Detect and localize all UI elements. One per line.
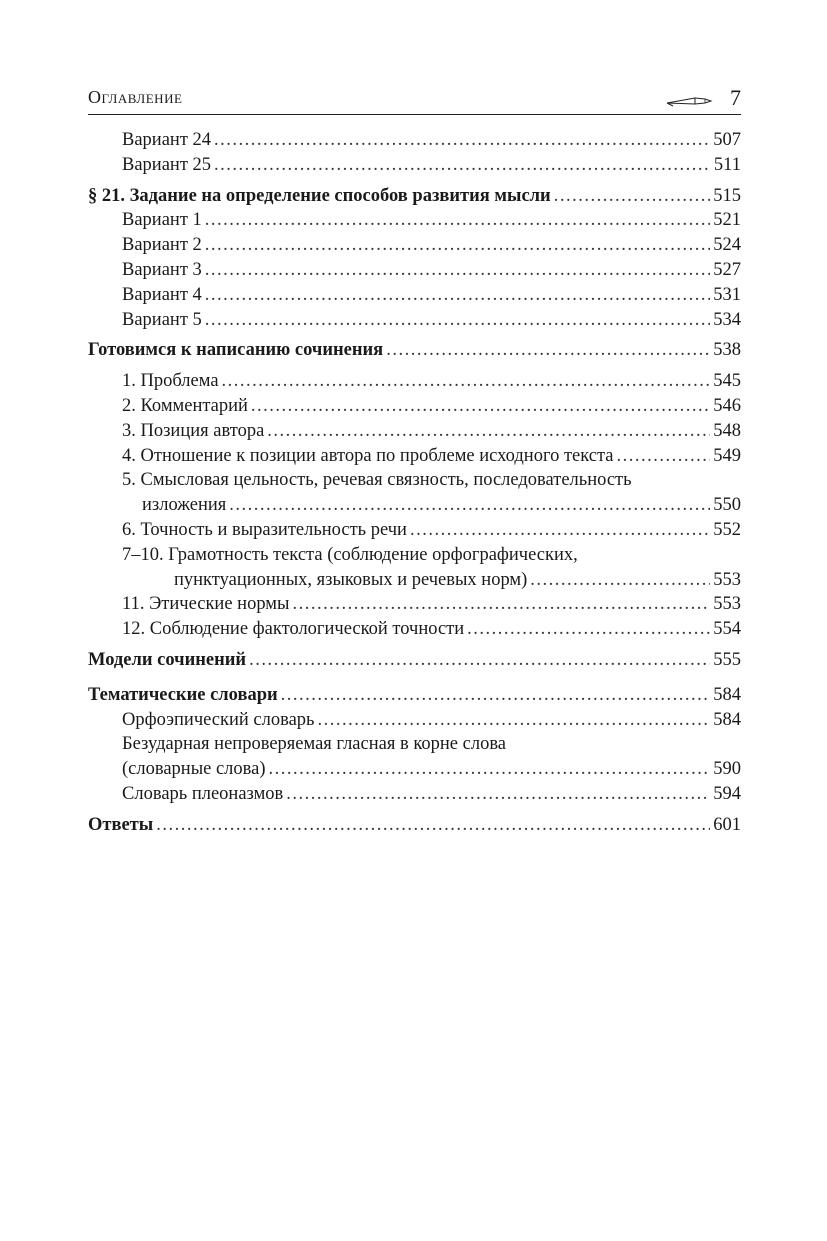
toc-entry[interactable] — [88, 369, 741, 394]
toc-entry-page: 550 — [713, 495, 741, 516]
toc-entry-page: 549 — [713, 445, 741, 466]
toc-entry-label: 6. Точность и выразительность речи — [122, 519, 407, 540]
toc-entry-line: Безударная непроверяемая гласная в корне слова — [122, 734, 507, 755]
dot-leader — [214, 153, 711, 178]
toc-section-label: § 21. Задание на определение способов развития мысли — [88, 185, 551, 206]
toc-entry-page: 552 — [713, 519, 741, 540]
toc-entry-label: 12. Соблюдение фактологической точности — [122, 619, 465, 640]
dot-leader — [292, 592, 710, 617]
toc-entry[interactable] — [88, 592, 741, 617]
toc-entry-label: Словарь плеоназмов — [122, 783, 284, 804]
toc-entry-label: 4. Отношение к позиции автора по проблеме исходного текста — [122, 445, 614, 466]
toc-entry[interactable] — [88, 283, 741, 308]
toc-section-page: 538 — [713, 340, 741, 361]
toc-entry-page: 531 — [713, 284, 741, 305]
toc-entry[interactable] — [88, 258, 741, 283]
toc-entry[interactable] — [88, 153, 741, 178]
toc-entry-label: (словарные слова) — [122, 759, 266, 780]
toc-entry-page: 553 — [713, 594, 741, 615]
toc-section-page: 555 — [713, 649, 741, 670]
dot-leader — [267, 419, 710, 444]
dot-leader — [229, 493, 710, 518]
toc-entry-label: 2. Комментарий — [122, 395, 248, 416]
pen-icon — [665, 94, 713, 108]
toc-section[interactable] — [88, 648, 741, 673]
toc-entry-page: 546 — [713, 395, 741, 416]
toc-entry[interactable] — [88, 757, 741, 782]
toc-entry[interactable] — [88, 518, 741, 543]
toc-entry-label: Вариант 24 — [122, 130, 212, 150]
running-header — [88, 84, 741, 115]
toc-section-label: Тематические словари — [88, 684, 278, 705]
toc-section-page: 584 — [713, 684, 741, 705]
dot-leader — [281, 683, 711, 708]
toc-entry-label: Вариант 3 — [122, 259, 202, 280]
toc-section-page: 601 — [713, 814, 741, 835]
toc-entry-page: 548 — [713, 420, 741, 441]
toc-entry[interactable] — [88, 617, 741, 642]
toc-entry[interactable] — [88, 708, 741, 733]
dot-leader — [386, 338, 710, 363]
toc-entry-line: 5. Смысловая цельность, речевая связность, последовательность — [122, 470, 632, 491]
toc-entry-label: Вариант 1 — [122, 210, 202, 231]
toc-section[interactable] — [88, 184, 741, 209]
toc-entry[interactable] — [88, 308, 741, 333]
toc-entry[interactable] — [88, 568, 741, 593]
dot-leader — [249, 648, 710, 673]
toc-entry[interactable] — [88, 208, 741, 233]
toc-entry-label: Вариант 4 — [122, 284, 202, 305]
toc-entry[interactable] — [88, 493, 741, 518]
dot-leader — [269, 757, 711, 782]
toc-entry-label: пунктуационных, языковых и речевых норм) — [174, 569, 528, 590]
toc-entry-label: Орфоэпический словарь — [122, 709, 315, 730]
toc-entry[interactable] — [88, 128, 741, 153]
dot-leader — [205, 208, 710, 233]
dot-leader — [554, 184, 711, 209]
toc-entry-page: 507 — [713, 130, 741, 150]
toc-entry-page: 554 — [713, 619, 741, 640]
toc-entry-label: Вариант 5 — [122, 309, 202, 330]
dot-leader — [156, 813, 710, 838]
toc-entry-line: 7–10. Грамотность текста (соблюдение орфографических, — [122, 544, 578, 565]
dot-leader — [530, 568, 710, 593]
table-of-contents — [88, 128, 741, 838]
toc-section-label: Ответы — [88, 814, 154, 835]
dot-leader — [205, 283, 710, 308]
dot-leader — [205, 258, 710, 283]
toc-entry-page: 521 — [713, 210, 741, 231]
dot-leader — [251, 394, 710, 419]
toc-section[interactable] — [88, 338, 741, 363]
dot-leader — [617, 444, 711, 469]
dot-leader — [205, 233, 710, 258]
dot-leader — [214, 128, 710, 153]
header-title: Оглавление — [88, 87, 183, 107]
toc-entry-page: 584 — [713, 709, 741, 730]
toc-section-label: Готовимся к написанию сочинения — [88, 340, 384, 361]
toc-entry-page: 590 — [713, 759, 741, 780]
toc-entry-page: 534 — [713, 309, 741, 330]
page-number: 7 — [730, 85, 741, 110]
toc-entry-page: 553 — [713, 569, 741, 590]
toc-entry-page: 527 — [713, 259, 741, 280]
dot-leader — [222, 369, 711, 394]
dot-leader — [205, 308, 710, 333]
dot-leader — [467, 617, 710, 642]
toc-entry-page: 594 — [713, 783, 741, 804]
toc-section[interactable] — [88, 813, 741, 838]
toc-section[interactable] — [88, 683, 741, 708]
toc-entry-page: 524 — [713, 235, 741, 256]
toc-entry[interactable] — [88, 394, 741, 419]
toc-section-label: Модели сочинений — [88, 649, 247, 670]
dot-leader — [286, 782, 710, 807]
toc-entry-page: 545 — [713, 371, 741, 392]
toc-entry-page: 511 — [713, 154, 741, 175]
toc-entry-label: 3. Позиция автора — [122, 420, 265, 441]
toc-entry[interactable] — [88, 782, 741, 807]
toc-entry[interactable] — [88, 444, 741, 469]
toc-entry[interactable] — [88, 419, 741, 444]
toc-entry-label: Вариант 2 — [122, 235, 202, 256]
toc-entry[interactable] — [88, 233, 741, 258]
toc-entry-label: изложения — [142, 495, 227, 516]
toc-entry-label: 11. Этические нормы — [122, 594, 290, 615]
toc-section-page: 515 — [713, 185, 741, 206]
dot-leader — [318, 708, 711, 733]
toc-entry-label: Вариант 25 — [122, 154, 212, 175]
toc-entry-label: 1. Проблема — [122, 371, 219, 392]
dot-leader — [410, 518, 710, 543]
